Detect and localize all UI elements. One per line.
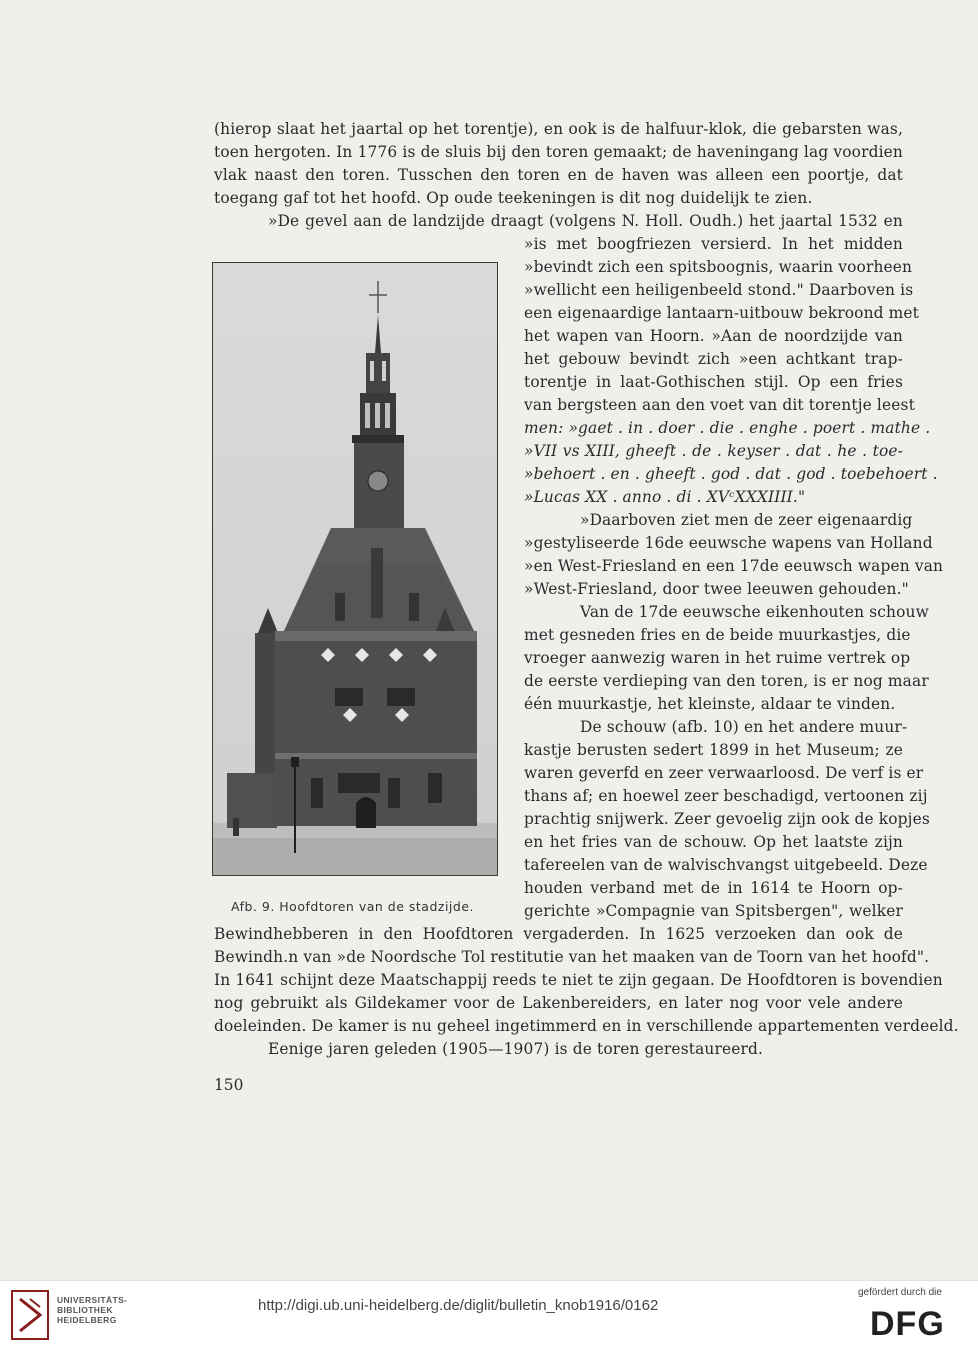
column-line: »West-Friesland, door twee leeuwen gehouden.": [524, 580, 909, 598]
column-line: »en West-Friesland en een 17de eeuwsch wapen van: [524, 557, 944, 575]
institution-line: UNIVERSITÄTS-: [57, 1295, 128, 1305]
column-line: »is met boogfriezen versierd. In het midden: [524, 235, 903, 253]
column-line: Van de 17de eeuwsche eikenhouten schouw: [580, 603, 929, 621]
body-line: Bewindh.n van »de Noordsche Tol restitutie van het maaken van de Toorn van het hoofd".: [214, 948, 930, 966]
column-line: vroeger aanwezig waren in het ruime vertrek op: [524, 649, 911, 667]
column-line: houden verband met de in 1614 te Hoorn op-: [524, 879, 903, 897]
figure-caption: Afb. 9. Hoofdtoren van de stadzijde.: [231, 899, 474, 914]
body-line: »De gevel aan de landzijde draagt (volgens N. Holl. Oudh.) het jaartal 1532 en: [268, 212, 903, 230]
body-line: nog gebruikt als Gildekamer voor de Lakenbereiders, en later nog voor vele andere: [214, 994, 903, 1012]
tower-photograph: [212, 262, 498, 876]
body-line: (hierop slaat het jaartal op het torentje), en ook is de halfuur-klok, die gebarsten was,: [214, 120, 903, 138]
column-line: het gebouw bevindt zich »een achtkant trap-: [524, 350, 903, 368]
source-url-link[interactable]: http://digi.ub.uni-heidelberg.de/diglit/bulletin_knob1916/0162: [258, 1297, 659, 1314]
column-line: de eerste verdieping van den toren, is er nog maar: [524, 672, 929, 690]
body-line: Bewindhebberen in den Hoofdtoren vergaderden. In 1625 verzoeken dan ook de: [214, 925, 903, 943]
dfg-logo: DFG: [870, 1305, 945, 1343]
funder-label: gefördert durch die: [858, 1287, 942, 1298]
institution-line: BIBLIOTHEK: [57, 1305, 113, 1315]
column-line: »Lucas XX . anno . di . XVᶜXXXIIII.": [524, 488, 806, 506]
column-line: waren geverfd en zeer verwaarloosd. De verf is er: [524, 764, 924, 782]
body-line: Eenige jaren geleden (1905—1907) is de toren gerestaureerd.: [268, 1040, 764, 1058]
column-line: »wellicht een heiligenbeeld stond." Daarboven is: [524, 281, 914, 299]
column-line: met gesneden fries en de beide muurkastjes, die: [524, 626, 911, 644]
column-line: De schouw (afb. 10) en het andere muur-: [580, 718, 908, 736]
column-line: »Daarboven ziet men de zeer eigenaardig: [580, 511, 913, 529]
column-line: het wapen van Hoorn. »Aan de noordzijde van: [524, 327, 903, 345]
column-line: men: »gaet . in . doer . die . enghe . poert . mathe .: [524, 419, 931, 437]
body-line: doeleinden. De kamer is nu geheel ingetimmerd en in verschillende appartementen verdeeld.: [214, 1017, 959, 1035]
column-line: »gestyliseerde 16de eeuwsche wapens van Holland: [524, 534, 933, 552]
column-line: tafereelen van de walvischvangst uitgebeeld. Deze: [524, 856, 928, 874]
column-line: een eigenaardige lantaarn-uitbouw bekroond met: [524, 304, 920, 322]
body-line: vlak naast den toren. Tusschen den toren en de haven was alleen een poortje, dat: [214, 166, 903, 184]
university-logo-icon: [10, 1289, 50, 1341]
body-line: toen hergoten. In 1776 is de sluis bij den toren gemaakt; de haveningang lag voordien: [214, 143, 903, 161]
column-line: torentje in laat-Gothischen stijl. Op een fries: [524, 373, 903, 391]
column-line: en het fries van de schouw. Op het laatste zijn: [524, 833, 903, 851]
column-line: gerichte »Compagnie van Spitsbergen", welker: [524, 902, 903, 920]
page-number: 150: [214, 1076, 244, 1094]
column-line: van bergsteen aan den voet van dit torentje leest: [524, 396, 915, 414]
body-line: toegang gaf tot het hoofd. Op oude teekeningen is dit nog duidelijk te zien.: [214, 189, 813, 207]
institution-line: HEIDELBERG: [57, 1315, 117, 1325]
column-line: »VII vs XIII, gheeft . de . keyser . dat . he . toe-: [524, 442, 903, 460]
body-line: In 1641 schijnt deze Maatschappij reeds te niet te zijn gegaan. De Hoofdtoren is bovendien: [214, 971, 943, 989]
column-line: thans af; en hoewel zeer beschadigd, vertoonen zij: [524, 787, 928, 805]
column-line: »behoert . en . gheeft . god . dat . god . toebehoert .: [524, 465, 938, 483]
institution-name: [57, 1295, 127, 1325]
column-line: prachtig snijwerk. Zeer gevoelig zijn ook de kopjes: [524, 810, 930, 828]
column-line: kastje berusten sedert 1899 in het Museum; ze: [524, 741, 903, 759]
column-line: »bevindt zich een spitsboognis, waarin voorheen: [524, 258, 913, 276]
column-line: één muurkastje, het kleinste, aldaar te vinden.: [524, 695, 896, 713]
footer-bar: [0, 1280, 978, 1351]
